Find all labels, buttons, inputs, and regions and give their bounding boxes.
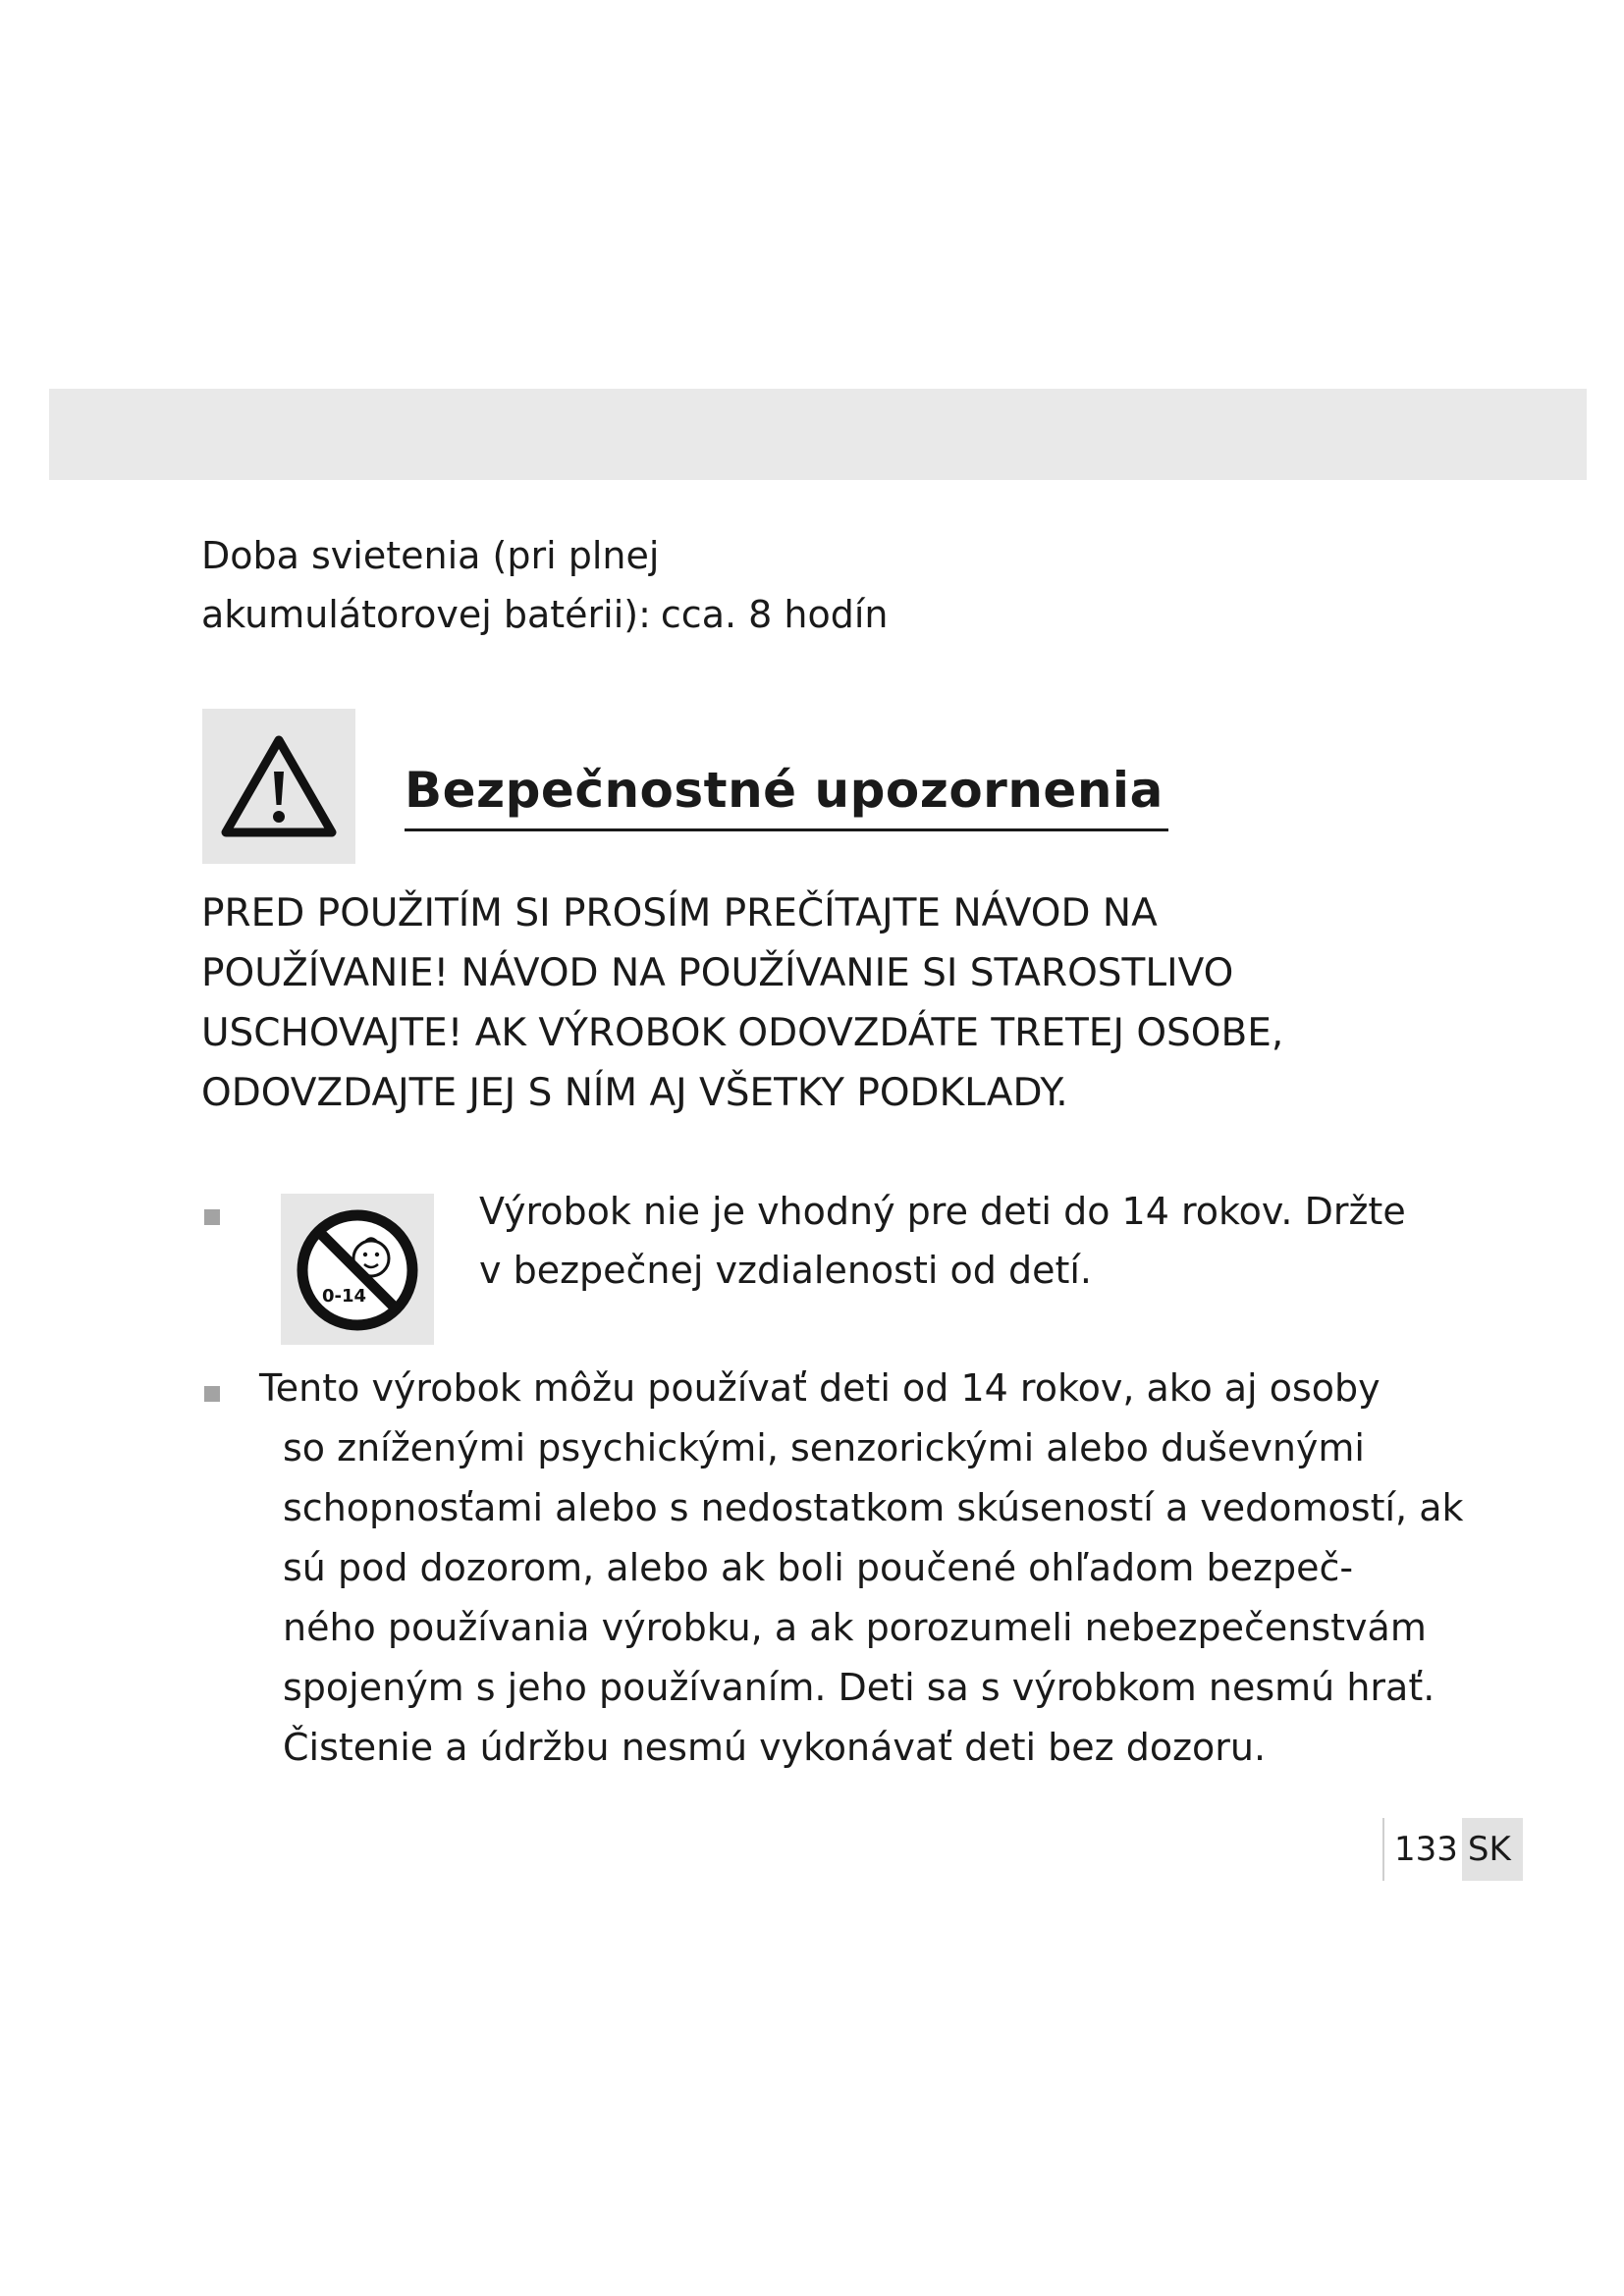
- list-item-line: Čistenie a údržbu nesmú vykonávať deti bez dozoru.: [283, 1726, 1267, 1769]
- spec-value: cca. 8 hodín: [660, 593, 889, 636]
- language-code: SK: [1462, 1818, 1523, 1881]
- list-item-line: sú pod dozorom, alebo ak boli poučené ohľadom bezpeč-: [283, 1546, 1354, 1589]
- spec-line-1: Doba svietenia (pri plnej: [201, 534, 660, 577]
- notice-line: PRED POUŽITÍM SI PROSÍM PREČÍTAJTE NÁVOD NA: [201, 891, 1158, 935]
- age-range-label: 0-14: [322, 1286, 367, 1307]
- notice-line: POUŽÍVANIE! NÁVOD NA POUŽÍVANIE SI STAROSTLIVO: [201, 951, 1234, 995]
- list-item-line: Výrobok nie je vhodný pre deti do 14 rokov. Držte: [479, 1190, 1406, 1233]
- notice-line: USCHOVAJTE! AK VÝROBOK ODOVZDÁTE TRETEJ OSOBE,: [201, 1011, 1284, 1055]
- warning-triangle-icon: [220, 734, 338, 838]
- list-item-line: schopnosťami alebo s nedostatkom skúseností a vedomostí, ak: [283, 1486, 1464, 1529]
- list-item: [479, 1182, 1461, 1300]
- lighting-duration-spec: [201, 526, 889, 644]
- list-item-line: ného používania výrobku, a ak porozumeli nebezpečenstvám: [283, 1606, 1427, 1649]
- no-children-0-14-icon: [293, 1205, 422, 1335]
- list-item-line: so zníženými psychickými, senzorickými alebo duševnými: [283, 1426, 1365, 1469]
- section-title: Bezpečnostné upozornenia: [405, 762, 1164, 819]
- list-item-line: Tento výrobok môžu používať deti od 14 rokov, ako aj osoby: [259, 1366, 1380, 1410]
- title-underline: [405, 828, 1168, 831]
- bullet-square: [204, 1209, 220, 1225]
- list-item-line: spojeným s jeho používaním. Deti sa s výrobkom nesmú hrať.: [283, 1666, 1435, 1709]
- bullet-square: [204, 1386, 220, 1402]
- read-manual-notice: [201, 883, 1429, 1123]
- child-warning-icon-box: [281, 1194, 434, 1345]
- spec-line-2: [201, 585, 889, 644]
- header-band: [49, 389, 1587, 480]
- page-marker: [1382, 1818, 1523, 1881]
- page-number: 133: [1382, 1818, 1458, 1881]
- notice-line: ODOVZDAJTE JEJ S NÍM AJ VŠETKY PODKLADY.: [201, 1071, 1068, 1115]
- list-item-line: v bezpečnej vzdialenosti od detí.: [479, 1249, 1092, 1292]
- spec-label: akumulátorovej batérii):: [201, 593, 651, 636]
- list-item: [259, 1359, 1467, 1778]
- warning-icon-box: [202, 709, 355, 864]
